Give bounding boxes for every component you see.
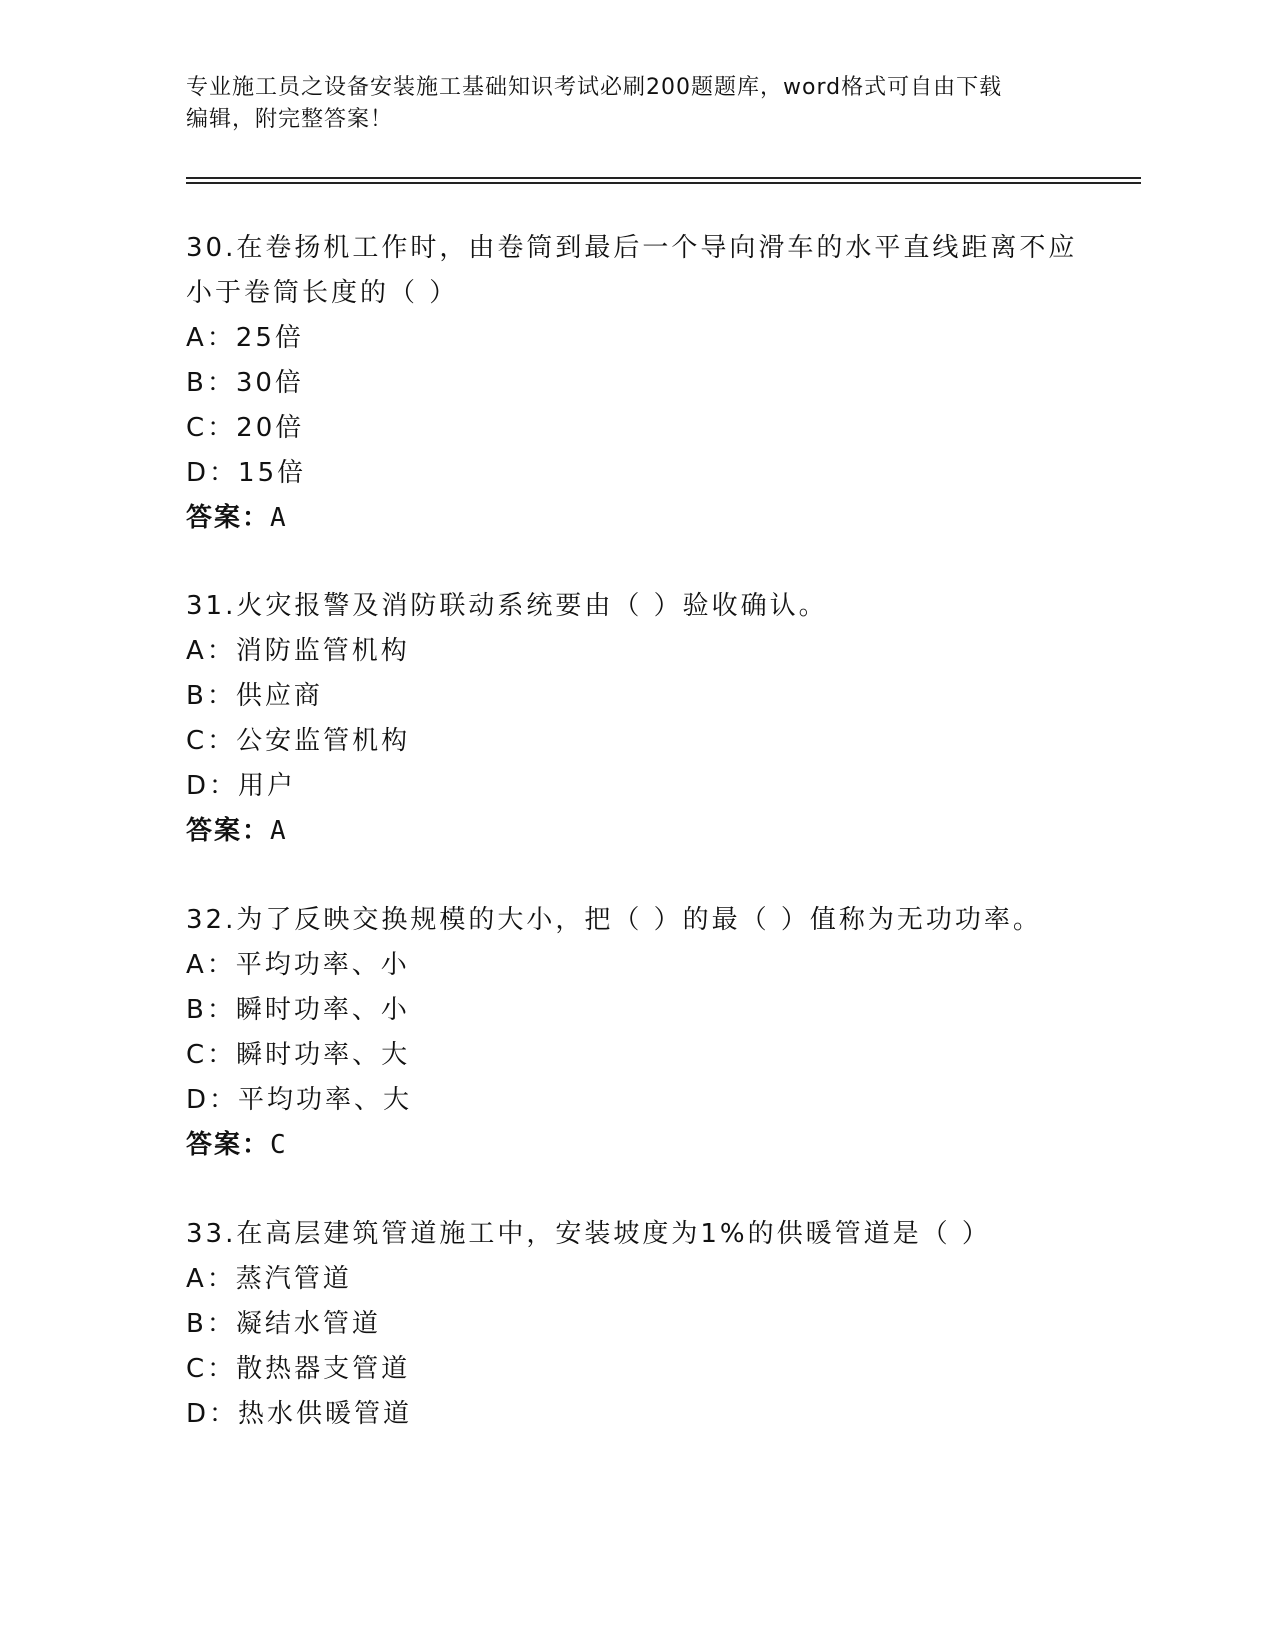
option-a: A：25倍 — [186, 323, 304, 353]
option-a: A：消防监管机构 — [186, 636, 410, 666]
question-31 — [186, 584, 1086, 854]
option-b: B：瞬时功率、小 — [186, 995, 410, 1025]
option-a: A：蒸汽管道 — [186, 1264, 352, 1294]
option-b: B：30倍 — [186, 368, 304, 398]
option-c: C：20倍 — [186, 413, 305, 443]
option-a: A：平均功率、小 — [186, 950, 410, 980]
answer-line — [186, 809, 1086, 854]
document-header — [186, 72, 1086, 136]
answer-line — [186, 1123, 1086, 1168]
option-d: D：15倍 — [186, 458, 307, 488]
answer-value: A — [270, 503, 288, 533]
question-30 — [186, 226, 1086, 541]
option-b: B：凝结水管道 — [186, 1309, 381, 1339]
question-stem: 32.为了反映交换规模的大小，把（ ）的最（ ）值称为无功功率。 — [186, 905, 1042, 935]
answer-line — [186, 496, 1086, 541]
option-c: C：瞬时功率、大 — [186, 1040, 411, 1070]
answer-value: C — [270, 1130, 288, 1160]
question-33 — [186, 1212, 1086, 1437]
question-stem: 31.火灾报警及消防联动系统要由（ ）验收确认。 — [186, 591, 828, 621]
question-stem-continued: 小于卷筒长度的（ ） — [186, 278, 459, 308]
question-stem: 33.在高层建筑管道施工中，安装坡度为1%的供暖管道是（ ） — [186, 1219, 991, 1249]
option-b: B：供应商 — [186, 681, 323, 711]
question-stem: 30.在卷扬机工作时，由卷筒到最后一个导向滑车的水平直线距离不应 — [186, 233, 1078, 263]
option-c: C：公安监管机构 — [186, 726, 411, 756]
header-line-2: 编辑，附完整答案！ — [186, 107, 394, 132]
header-divider-bottom — [186, 182, 1141, 184]
header-divider-top — [186, 177, 1141, 179]
header-line-1: 专业施工员之设备安装施工基础知识考试必刷200题题库，word格式可自由下载 — [186, 75, 1003, 100]
answer-value: A — [270, 816, 288, 846]
option-c: C：散热器支管道 — [186, 1354, 411, 1384]
question-32 — [186, 898, 1086, 1168]
answer-label: 答案： — [186, 1130, 271, 1160]
answer-label: 答案： — [186, 503, 271, 533]
option-d: D：平均功率、大 — [186, 1085, 413, 1115]
option-d: D：热水供暖管道 — [186, 1399, 413, 1429]
option-d: D：用户 — [186, 771, 297, 801]
answer-label: 答案： — [186, 816, 271, 846]
